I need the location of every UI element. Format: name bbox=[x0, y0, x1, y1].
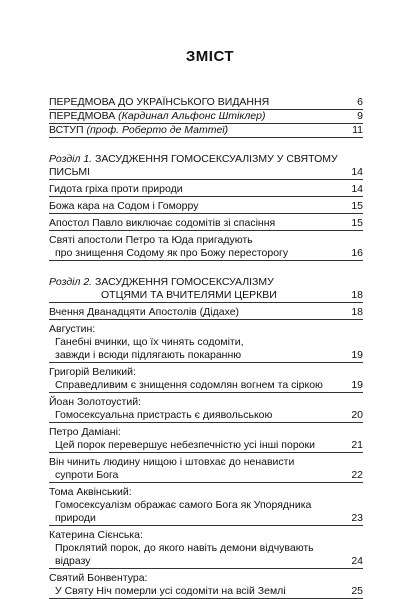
toc-entry-heading: ВСТУП bbox=[49, 124, 84, 136]
toc-section-1[interactable] bbox=[49, 153, 363, 180]
toc-entry-line: Катерина Сієнська: bbox=[49, 529, 143, 541]
toc-page-number: 18 bbox=[351, 289, 363, 301]
toc-section-2[interactable] bbox=[49, 276, 363, 303]
toc-entry-author: (проф. Роберто де Маттеї) bbox=[86, 124, 229, 136]
toc-page-number: 16 bbox=[351, 247, 363, 259]
toc-entry-author: (Кардинал Альфонс Штіклер) bbox=[118, 110, 266, 122]
toc-entry[interactable] bbox=[49, 306, 363, 320]
toc-entry[interactable] bbox=[49, 572, 363, 599]
toc-entry-text bbox=[49, 456, 345, 482]
toc-entry-line: завжди і всюди підлягають покаранню bbox=[55, 349, 242, 361]
toc-page-number: 6 bbox=[357, 96, 363, 108]
toc-section-heading: ЗАСУДЖЕННЯ ГОМОСЕКСУАЛІЗМУ У СВЯТОМУ ПИСЬМІ bbox=[49, 153, 338, 178]
toc-entry-preface-ukrainian[interactable] bbox=[49, 96, 363, 110]
toc-page-number: 19 bbox=[351, 379, 363, 391]
toc-entry-line: Тома Аквінський: bbox=[49, 486, 132, 498]
toc-entry-line: супроти Бога bbox=[55, 469, 119, 481]
toc-entry-text bbox=[49, 396, 345, 422]
toc-entry-preface[interactable] bbox=[49, 110, 363, 124]
toc-entry-line: Йоан Золотоустий: bbox=[49, 396, 141, 408]
toc-entry-line: Гомосексуальна пристрасть є диявольською bbox=[55, 409, 273, 421]
toc-entry-introduction[interactable] bbox=[49, 124, 363, 138]
toc-entry[interactable] bbox=[49, 200, 363, 214]
toc-entry[interactable] bbox=[49, 529, 363, 569]
toc-entry[interactable] bbox=[49, 456, 363, 483]
toc-entry[interactable] bbox=[49, 486, 363, 526]
toc-entry-text: Гидота гріха проти природи bbox=[49, 183, 183, 195]
toc-entry-text bbox=[49, 234, 345, 260]
toc-entry-text bbox=[49, 306, 345, 319]
toc-entry-line: Справедливим є знищення содомлян вогнем та сіркою bbox=[55, 379, 323, 391]
toc-section-title bbox=[49, 153, 345, 179]
toc-entry-line: Ганебні вчинки, що їх чинять содоміти, bbox=[55, 336, 244, 348]
toc-page-number: 18 bbox=[351, 306, 363, 318]
toc-entry[interactable] bbox=[49, 323, 363, 363]
toc-entry-text bbox=[49, 110, 345, 123]
toc-page-number: 15 bbox=[351, 217, 363, 229]
toc-entry-text: ПЕРЕДМОВА ДО УКРАЇНСЬКОГО ВИДАННЯ bbox=[49, 96, 270, 108]
toc-entry-line: про знищення Содому як про Божу пересторогу bbox=[55, 247, 289, 259]
toc-entry-line: Вчення Дванадцяти Апостолів (Дідахе) bbox=[49, 306, 240, 318]
toc-entry-line: Святий Бонвентура: bbox=[49, 572, 148, 584]
toc-entry[interactable] bbox=[49, 183, 363, 197]
toc-section-label: Розділ 2. bbox=[49, 276, 93, 288]
toc-entry-line: Цей порок перевершує небезпечністю усі інші пороки bbox=[55, 439, 315, 451]
toc-page-number: 19 bbox=[351, 349, 363, 361]
toc-entry-text bbox=[49, 486, 345, 525]
toc-entry-text bbox=[49, 426, 345, 452]
toc-entry-text bbox=[49, 124, 345, 137]
toc-entry[interactable] bbox=[49, 366, 363, 393]
toc-entry-line: Гомосексуалізм ображає самого Бога як Упорядника природи bbox=[55, 499, 312, 524]
toc-page-number: 9 bbox=[357, 110, 363, 122]
toc-entry[interactable] bbox=[49, 234, 363, 261]
toc-section-2-items bbox=[49, 306, 363, 599]
toc-section-heading-line2: ОТЦЯМИ ТА ВЧИТЕЛЯМИ ЦЕРКВИ bbox=[101, 289, 277, 301]
toc-entry-line: Григорій Великий: bbox=[49, 366, 136, 378]
toc-section-title bbox=[49, 276, 345, 302]
toc-page-number: 24 bbox=[351, 555, 363, 567]
toc-page-number: 14 bbox=[351, 183, 363, 195]
toc-entry-line: Августин: bbox=[49, 323, 96, 335]
toc-entry-text bbox=[49, 323, 345, 362]
toc-entry-line: Він чинить людину нищою і штовхає до ненависти bbox=[49, 456, 295, 468]
toc-entry-line: У Святу Ніч померли усі содоміти на всій Землі bbox=[55, 585, 286, 597]
toc-page-number: 22 bbox=[351, 469, 363, 481]
toc-entry-text: Божа кара на Содом і Гоморру bbox=[49, 200, 199, 212]
toc-section-label: Розділ 1. bbox=[49, 153, 93, 165]
toc-entry[interactable] bbox=[49, 426, 363, 453]
toc-page-number: 25 bbox=[351, 585, 363, 597]
table-of-contents bbox=[49, 96, 363, 599]
toc-entry-line: Святі апостоли Петро та Юда пригадують bbox=[49, 234, 253, 246]
toc-entry[interactable] bbox=[49, 396, 363, 423]
toc-page-number: 15 bbox=[351, 200, 363, 212]
toc-entry-line: Проклятий порок, до якого навіть демони відчувають відразу bbox=[55, 542, 314, 567]
toc-entry-text bbox=[49, 366, 345, 392]
toc-page-number: 23 bbox=[351, 512, 363, 524]
toc-page-number: 21 bbox=[351, 439, 363, 451]
toc-entry-line: Петро Даміані: bbox=[49, 426, 121, 438]
toc-entry-heading: ПЕРЕДМОВА bbox=[49, 110, 116, 122]
toc-entry-text bbox=[49, 529, 345, 568]
page-title: ЗМІСТ bbox=[185, 48, 235, 65]
toc-section-heading: ЗАСУДЖЕННЯ ГОМОСЕКСУАЛІЗМУ bbox=[95, 276, 274, 288]
toc-entry-text bbox=[49, 572, 345, 598]
toc-entry[interactable] bbox=[49, 217, 363, 231]
toc-page-number: 14 bbox=[351, 166, 363, 178]
toc-entry-text: Апостол Павло виключає содомітів зі спасіння bbox=[49, 217, 276, 229]
toc-page-number: 20 bbox=[351, 409, 363, 421]
toc-page-number: 11 bbox=[352, 124, 363, 136]
